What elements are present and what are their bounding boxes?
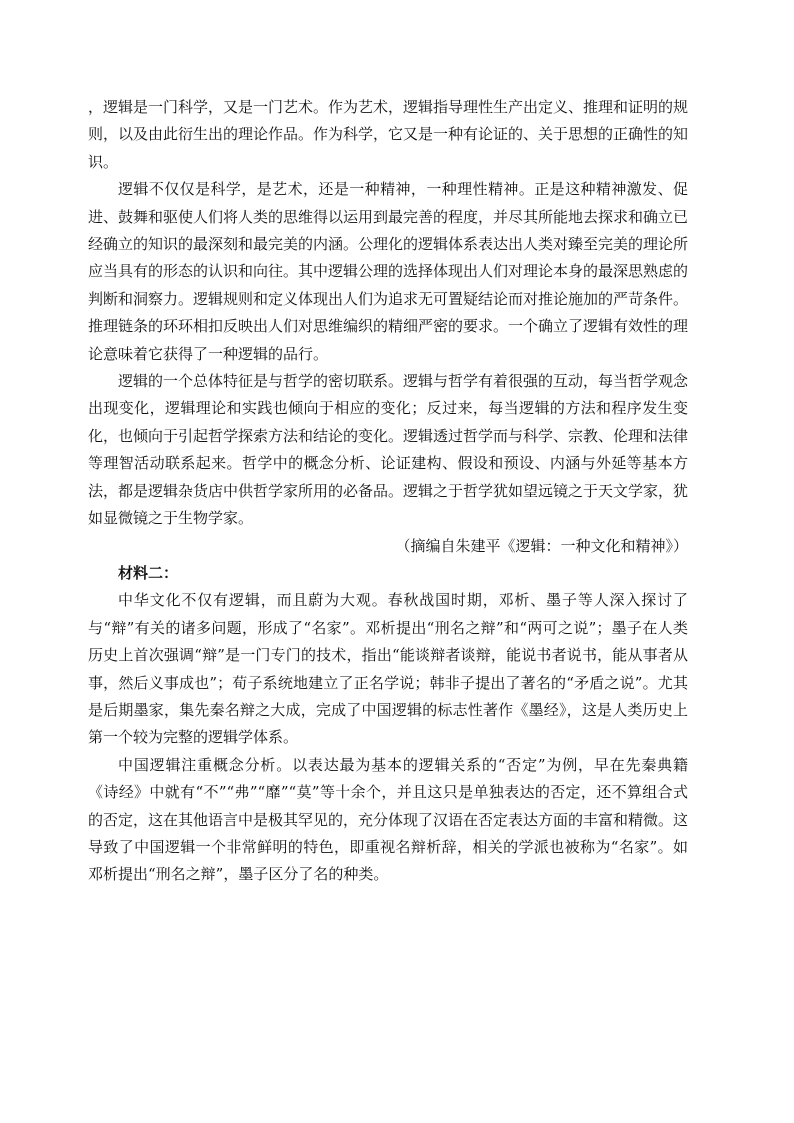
source-citation: （摘编自朱建平《逻辑：一种文化和精神》） xyxy=(395,536,688,555)
paragraph-continuation: ，逻辑是一门科学，又是一门艺术。作为艺术，逻辑指导理性生产出定义、推理和证明的规则，以及由此衍生出的理论作品。作为科学，它又是一种有论证的、关于思想的正确性的知识。 xyxy=(88,98,689,171)
material-two-heading: 材料二： xyxy=(118,563,179,582)
paragraph-concept-analysis: 中国逻辑注重概念分析。以表达最为基本的逻辑关系的“否定”为例，早在先秦典籍《诗经》中就有“不”“弗”“靡”“莫”等十余个，并且这只是单独表达的否定，还不算组合式的否定，这在其他语言中是极其罕见的，充分体现了汉语在否定表达方面的丰富和精微。这导致了中国逻辑一个非常鲜明的特色，即重视名辩析辞，相关的学派也被称为“名家”。如邓析提出“刑名之辩”，墨子区分了名的种类。 xyxy=(88,755,689,884)
paragraph-logic-philosophy: 逻辑的一个总体特征是与哲学的密切联系。逻辑与哲学有着很强的互动，每当哲学观念出现变化，逻辑理论和实践也倾向于相应的变化；反过来，每当逻辑的方法和程序发生变化，也倾向于引起哲学探索方法和结论的变化。逻辑透过哲学而与科学、宗教、伦理和法律等理智活动联系起来。哲学中的概念分析、论证建构、假设和预设、内涵与外延等基本方法，都是逻辑杂货店中供哲学家所用的必备品。逻辑之于哲学犹如望远镜之于天文学家，犹如显微镜之于生物学家。 xyxy=(88,372,689,528)
document-page xyxy=(88,94,688,889)
paragraph-logic-spirit: 逻辑不仅仅是科学，是艺术，还是一种精神，一种理性精神。正是这种精神激发、促进、鼓舞和驱使人们将人类的思维得以运用到最完善的程度，并尽其所能地去探求和确立已经确立的知识的最深刻和最完美的内涵。公理化的逻辑体系表达出人类对臻至完美的理论所应当具有的形态的认识和向往。其中逻辑公理的选择体现出人们对理论本身的最深思熟虑的判断和洞察力。逻辑规则和定义体现出人们为追求无可置疑结论而对推论施加的严苛条件。推理链条的环环相扣反映出人们对思维编织的精细严密的要求。一个确立了逻辑有效性的理论意味着它获得了一种逻辑的品行。 xyxy=(88,180,689,363)
paragraph-chinese-logic: 中华文化不仅有逻辑，而且蔚为大观。春秋战国时期，邓析、墨子等人深入探讨了与“辩”有关的诸多问题，形成了“名家”。邓析提出“刑名之辩”和“两可之说”；墨子在人类历史上首次强调“辩”是一门专门的技术，指出“能谈辩者谈辩，能说书者说书，能从事者从事，然后义事成也”；荀子系统地建立了正名学说；韩非子提出了著名的“矛盾之说”。尤其是后期墨家，集先秦名辩之大成，完成了中国逻辑的标志性著作《墨经》，这是人类历史上第一个较为完整的逻辑学体系。 xyxy=(88,591,688,747)
